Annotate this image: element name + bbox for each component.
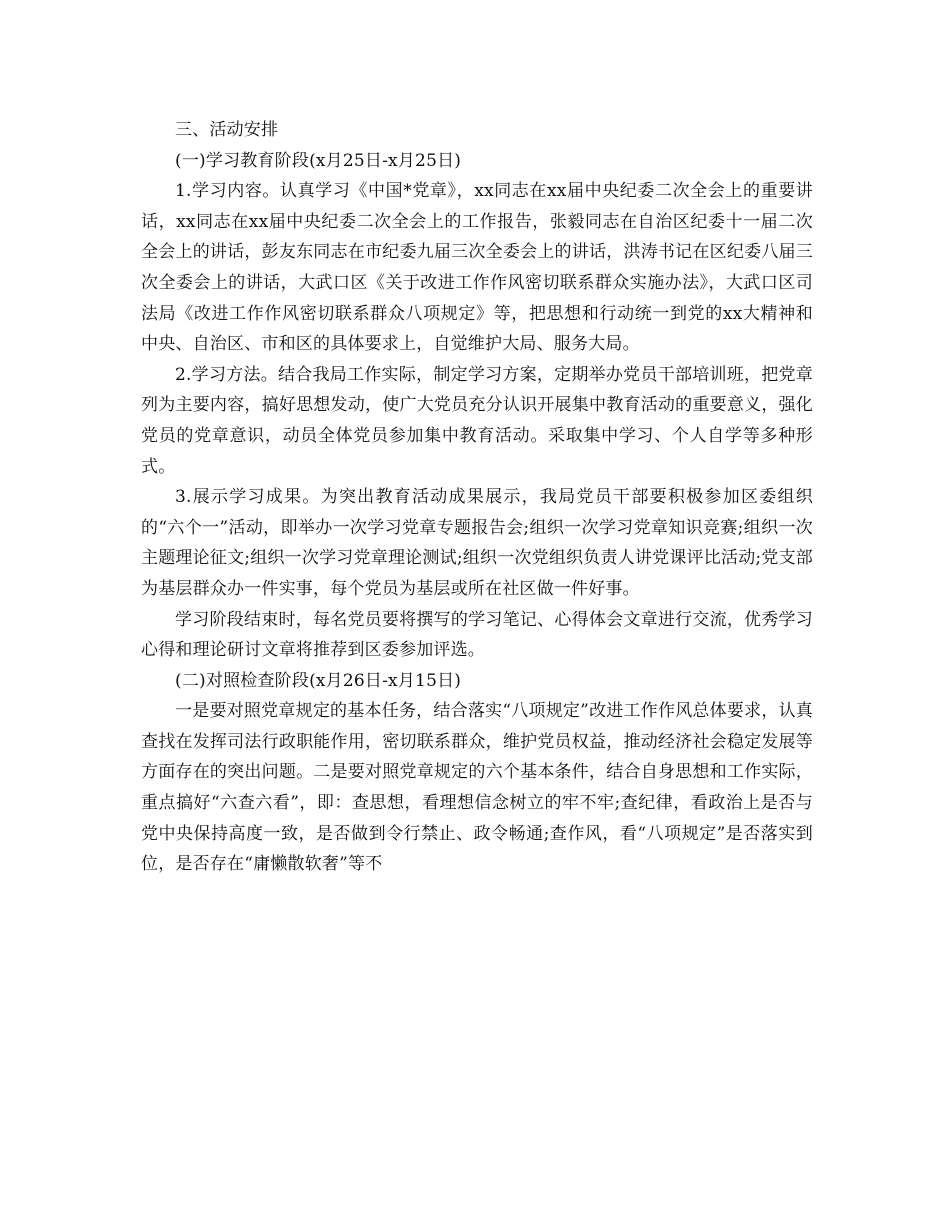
document-body xyxy=(141,115,813,880)
paragraph-study-results: 3.展示学习成果。为突出教育活动成果展示，我局党员干部要积极参加区委组织的“六个一”活动，即举办一次学习党章专题报告会;组织一次学习党章知识竞赛;组织一次主题理论征文;组织一次学习党章理论测试;组织一次党组织负责人讲党课评比活动;党支部为基层群众办一件实事，每个党员为基层或所在社区做一件好事。 xyxy=(141,487,813,599)
paragraph-check-content: 一是要对照党章规定的基本任务，结合落实“八项规定”改进工作作风总体要求，认真查找在发挥司法行政职能作用，密切联系群众，维护党员权益，推动经济社会稳定发展等方面存在的突出问题。二是要对照党章规定的六个基本条件，结合自身思想和工作实际，重点搞好“六查六看”，即：查思想，看理想信念树立的牢不牢;查纪律，看政治上是否与党中央保持高度一致，是否做到令行禁止、政令畅通;查作风，看“八项规定”是否落实到位，是否存在“庸懒散软奢”等不 xyxy=(141,701,813,875)
paragraph-study-content: 1.学习内容。认真学习《中国*党章》，xx同志在xx届中央纪委二次全会上的重要讲话，xx同志在xx届中央纪委二次全会上的工作报告，张毅同志在自治区纪委十一届二次全会上的讲话，彭友东同志在市纪委九届三次全委会上的讲话，洪涛书记在区纪委八届三次全委会上的讲话，大武口区《关于改进工作作风密切联系群众实施办法》，大武口区司法局《改进工作作风密切联系群众八项规定》等，把思想和行动统一到党的xx大精神和中央、自治区、市和区的具体要求上，自觉维护大局、服务大局。 xyxy=(141,181,813,355)
section-heading: 三、活动安排 xyxy=(175,120,279,140)
stage-heading-study: (一)学习教育阶段(x月25日-x月25日) xyxy=(175,150,462,171)
paragraph-study-conclusion: 学习阶段结束时，每名党员要将撰写的学习笔记、心得体会文章进行交流，优秀学习心得和理论研讨文章将推荐到区委参加评选。 xyxy=(141,609,813,661)
stage-heading-check: (二)对照检查阶段(x月26日-x月15日) xyxy=(175,670,462,691)
paragraph-study-method: 2.学习方法。结合我局工作实际，制定学习方案，定期举办党员干部培训班，把党章列为主要内容，搞好思想发动，使广大党员充分认识开展集中教育活动的重要意义，强化党员的党章意识，动员全体党员参加集中教育活动。采取集中学习、个人自学等多种形式。 xyxy=(141,364,813,477)
